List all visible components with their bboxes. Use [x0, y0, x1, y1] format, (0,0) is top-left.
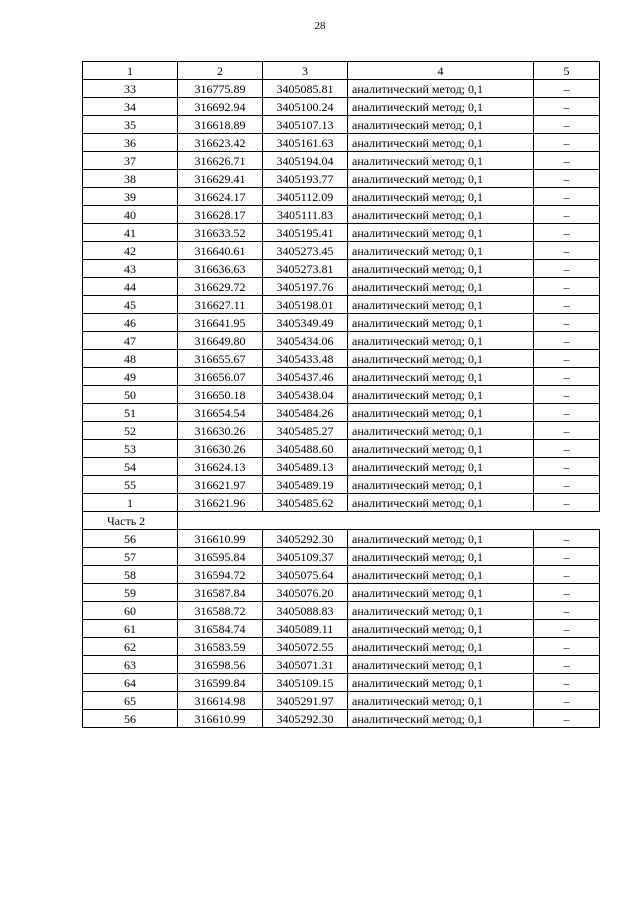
point-number-cell: 36 [83, 134, 178, 152]
table-row [83, 656, 600, 674]
method-cell: аналитический метод; 0,1 [348, 386, 534, 404]
method-cell: аналитический метод; 0,1 [348, 584, 534, 602]
coordinates-table-container [82, 61, 600, 728]
point-number-cell: 56 [83, 530, 178, 548]
y-coordinate-cell: 3405194.04 [263, 152, 348, 170]
method-cell: аналитический метод; 0,1 [348, 638, 534, 656]
y-coordinate-cell: 3405161.63 [263, 134, 348, 152]
note-cell: – [534, 188, 600, 206]
x-coordinate-cell: 316630.26 [178, 422, 263, 440]
note-cell: – [534, 530, 600, 548]
point-number-cell: 52 [83, 422, 178, 440]
table-row [83, 620, 600, 638]
y-coordinate-cell: 3405438.04 [263, 386, 348, 404]
x-coordinate-cell: 316594.72 [178, 566, 263, 584]
table-body [83, 62, 600, 728]
table-row [83, 278, 600, 296]
y-coordinate-cell: 3405485.62 [263, 494, 348, 512]
x-coordinate-cell: 316629.41 [178, 170, 263, 188]
table-row [83, 134, 600, 152]
point-number-cell: 43 [83, 260, 178, 278]
x-coordinate-cell: 316623.42 [178, 134, 263, 152]
method-cell: аналитический метод; 0,1 [348, 170, 534, 188]
x-coordinate-cell: 316584.74 [178, 620, 263, 638]
note-cell: – [534, 278, 600, 296]
x-coordinate-cell: 316636.63 [178, 260, 263, 278]
point-number-cell: 56 [83, 710, 178, 728]
method-cell: аналитический метод; 0,1 [348, 674, 534, 692]
y-coordinate-cell: 3405273.81 [263, 260, 348, 278]
method-cell: аналитический метод; 0,1 [348, 260, 534, 278]
point-number-cell: 48 [83, 350, 178, 368]
point-number-cell: 35 [83, 116, 178, 134]
point-number-cell: 58 [83, 566, 178, 584]
x-coordinate-cell: 316656.07 [178, 368, 263, 386]
point-number-cell: 42 [83, 242, 178, 260]
x-coordinate-cell: 316614.98 [178, 692, 263, 710]
point-number-cell: 55 [83, 476, 178, 494]
part-heading-row [83, 512, 600, 530]
table-row [83, 476, 600, 494]
y-coordinate-cell: 3405085.81 [263, 80, 348, 98]
x-coordinate-cell: 316583.59 [178, 638, 263, 656]
x-coordinate-cell: 316610.99 [178, 710, 263, 728]
x-coordinate-cell: 316630.26 [178, 440, 263, 458]
table-row [83, 548, 600, 566]
note-cell: – [534, 692, 600, 710]
note-cell: – [534, 656, 600, 674]
method-cell: аналитический метод; 0,1 [348, 476, 534, 494]
y-coordinate-cell: 3405107.13 [263, 116, 348, 134]
method-cell: аналитический метод; 0,1 [348, 152, 534, 170]
header-cell: 5 [534, 62, 600, 80]
x-coordinate-cell: 316621.96 [178, 494, 263, 512]
y-coordinate-cell: 3405076.20 [263, 584, 348, 602]
table-row [83, 188, 600, 206]
point-number-cell: 64 [83, 674, 178, 692]
point-number-cell: 46 [83, 314, 178, 332]
note-cell: – [534, 494, 600, 512]
method-cell: аналитический метод; 0,1 [348, 620, 534, 638]
method-cell: аналитический метод; 0,1 [348, 116, 534, 134]
table-row [83, 98, 600, 116]
point-number-cell: 47 [83, 332, 178, 350]
x-coordinate-cell: 316598.56 [178, 656, 263, 674]
x-coordinate-cell: 316587.84 [178, 584, 263, 602]
note-cell: – [534, 368, 600, 386]
method-cell: аналитический метод; 0,1 [348, 188, 534, 206]
x-coordinate-cell: 316629.72 [178, 278, 263, 296]
note-cell: – [534, 80, 600, 98]
method-cell: аналитический метод; 0,1 [348, 224, 534, 242]
x-coordinate-cell: 316640.61 [178, 242, 263, 260]
x-coordinate-cell: 316610.99 [178, 530, 263, 548]
table-header-row [83, 62, 600, 80]
table-row [83, 602, 600, 620]
y-coordinate-cell: 3405292.30 [263, 710, 348, 728]
point-number-cell: 40 [83, 206, 178, 224]
y-coordinate-cell: 3405489.19 [263, 476, 348, 494]
method-cell: аналитический метод; 0,1 [348, 98, 534, 116]
table-row [83, 350, 600, 368]
part-row-blank [178, 512, 600, 530]
y-coordinate-cell: 3405273.45 [263, 242, 348, 260]
note-cell: – [534, 134, 600, 152]
point-number-cell: 53 [83, 440, 178, 458]
y-coordinate-cell: 3405111.83 [263, 206, 348, 224]
note-cell: – [534, 710, 600, 728]
note-cell: – [534, 404, 600, 422]
header-cell: 2 [178, 62, 263, 80]
method-cell: аналитический метод; 0,1 [348, 692, 534, 710]
x-coordinate-cell: 316655.67 [178, 350, 263, 368]
method-cell: аналитический метод; 0,1 [348, 494, 534, 512]
table-row [83, 152, 600, 170]
method-cell: аналитический метод; 0,1 [348, 242, 534, 260]
table-row [83, 404, 600, 422]
y-coordinate-cell: 3405292.30 [263, 530, 348, 548]
y-coordinate-cell: 3405485.27 [263, 422, 348, 440]
table-row [83, 674, 600, 692]
y-coordinate-cell: 3405109.37 [263, 548, 348, 566]
table-row [83, 566, 600, 584]
point-number-cell: 1 [83, 494, 178, 512]
x-coordinate-cell: 316626.71 [178, 152, 263, 170]
y-coordinate-cell: 3405488.60 [263, 440, 348, 458]
note-cell: – [534, 548, 600, 566]
note-cell: – [534, 224, 600, 242]
note-cell: – [534, 152, 600, 170]
x-coordinate-cell: 316624.17 [178, 188, 263, 206]
y-coordinate-cell: 3405434.06 [263, 332, 348, 350]
point-number-cell: 39 [83, 188, 178, 206]
x-coordinate-cell: 316650.18 [178, 386, 263, 404]
point-number-cell: 45 [83, 296, 178, 314]
table-row [83, 440, 600, 458]
y-coordinate-cell: 3405489.13 [263, 458, 348, 476]
point-number-cell: 59 [83, 584, 178, 602]
x-coordinate-cell: 316624.13 [178, 458, 263, 476]
y-coordinate-cell: 3405072.55 [263, 638, 348, 656]
table-row [83, 692, 600, 710]
y-coordinate-cell: 3405433.48 [263, 350, 348, 368]
x-coordinate-cell: 316649.80 [178, 332, 263, 350]
table-row [83, 206, 600, 224]
x-coordinate-cell: 316692.94 [178, 98, 263, 116]
note-cell: – [534, 458, 600, 476]
header-cell: 4 [348, 62, 534, 80]
y-coordinate-cell: 3405349.49 [263, 314, 348, 332]
coordinates-table [82, 61, 600, 728]
note-cell: – [534, 638, 600, 656]
note-cell: – [534, 386, 600, 404]
note-cell: – [534, 566, 600, 584]
point-number-cell: 63 [83, 656, 178, 674]
x-coordinate-cell: 316627.11 [178, 296, 263, 314]
note-cell: – [534, 116, 600, 134]
y-coordinate-cell: 3405112.09 [263, 188, 348, 206]
header-cell: 1 [83, 62, 178, 80]
table-row [83, 386, 600, 404]
method-cell: аналитический метод; 0,1 [348, 314, 534, 332]
table-row [83, 314, 600, 332]
y-coordinate-cell: 3405291.97 [263, 692, 348, 710]
x-coordinate-cell: 316621.97 [178, 476, 263, 494]
y-coordinate-cell: 3405088.83 [263, 602, 348, 620]
note-cell: – [534, 314, 600, 332]
method-cell: аналитический метод; 0,1 [348, 656, 534, 674]
table-row [83, 224, 600, 242]
note-cell: – [534, 440, 600, 458]
note-cell: – [534, 242, 600, 260]
table-row [83, 80, 600, 98]
x-coordinate-cell: 316618.89 [178, 116, 263, 134]
page-number: 28 [314, 20, 326, 32]
table-row [83, 368, 600, 386]
y-coordinate-cell: 3405195.41 [263, 224, 348, 242]
table-row [83, 422, 600, 440]
table-row [83, 170, 600, 188]
method-cell: аналитический метод; 0,1 [348, 458, 534, 476]
note-cell: – [534, 584, 600, 602]
x-coordinate-cell: 316654.54 [178, 404, 263, 422]
table-row [83, 584, 600, 602]
x-coordinate-cell: 316595.84 [178, 548, 263, 566]
point-number-cell: 54 [83, 458, 178, 476]
y-coordinate-cell: 3405075.64 [263, 566, 348, 584]
y-coordinate-cell: 3405089.11 [263, 620, 348, 638]
method-cell: аналитический метод; 0,1 [348, 530, 534, 548]
x-coordinate-cell: 316588.72 [178, 602, 263, 620]
point-number-cell: 38 [83, 170, 178, 188]
x-coordinate-cell: 316633.52 [178, 224, 263, 242]
part-label: Часть 2 [83, 512, 178, 530]
note-cell: – [534, 170, 600, 188]
point-number-cell: 34 [83, 98, 178, 116]
point-number-cell: 65 [83, 692, 178, 710]
note-cell: – [534, 602, 600, 620]
y-coordinate-cell: 3405100.24 [263, 98, 348, 116]
method-cell: аналитический метод; 0,1 [348, 296, 534, 314]
note-cell: – [534, 296, 600, 314]
y-coordinate-cell: 3405109.15 [263, 674, 348, 692]
x-coordinate-cell: 316628.17 [178, 206, 263, 224]
y-coordinate-cell: 3405484.26 [263, 404, 348, 422]
method-cell: аналитический метод; 0,1 [348, 278, 534, 296]
method-cell: аналитический метод; 0,1 [348, 206, 534, 224]
method-cell: аналитический метод; 0,1 [348, 548, 534, 566]
method-cell: аналитический метод; 0,1 [348, 80, 534, 98]
method-cell: аналитический метод; 0,1 [348, 602, 534, 620]
method-cell: аналитический метод; 0,1 [348, 368, 534, 386]
y-coordinate-cell: 3405197.76 [263, 278, 348, 296]
table-row [83, 296, 600, 314]
method-cell: аналитический метод; 0,1 [348, 134, 534, 152]
y-coordinate-cell: 3405437.46 [263, 368, 348, 386]
point-number-cell: 51 [83, 404, 178, 422]
point-number-cell: 41 [83, 224, 178, 242]
table-row [83, 332, 600, 350]
x-coordinate-cell: 316641.95 [178, 314, 263, 332]
method-cell: аналитический метод; 0,1 [348, 332, 534, 350]
method-cell: аналитический метод; 0,1 [348, 350, 534, 368]
point-number-cell: 50 [83, 386, 178, 404]
note-cell: – [534, 422, 600, 440]
y-coordinate-cell: 3405193.77 [263, 170, 348, 188]
note-cell: – [534, 206, 600, 224]
header-cell: 3 [263, 62, 348, 80]
method-cell: аналитический метод; 0,1 [348, 422, 534, 440]
table-row [83, 116, 600, 134]
method-cell: аналитический метод; 0,1 [348, 566, 534, 584]
note-cell: – [534, 674, 600, 692]
note-cell: – [534, 476, 600, 494]
point-number-cell: 57 [83, 548, 178, 566]
table-row [83, 260, 600, 278]
y-coordinate-cell: 3405198.01 [263, 296, 348, 314]
point-number-cell: 60 [83, 602, 178, 620]
note-cell: – [534, 98, 600, 116]
note-cell: – [534, 350, 600, 368]
table-row [83, 710, 600, 728]
note-cell: – [534, 260, 600, 278]
point-number-cell: 61 [83, 620, 178, 638]
x-coordinate-cell: 316775.89 [178, 80, 263, 98]
note-cell: – [534, 620, 600, 638]
point-number-cell: 62 [83, 638, 178, 656]
method-cell: аналитический метод; 0,1 [348, 440, 534, 458]
point-number-cell: 33 [83, 80, 178, 98]
point-number-cell: 44 [83, 278, 178, 296]
table-row [83, 242, 600, 260]
point-number-cell: 37 [83, 152, 178, 170]
table-row [83, 494, 600, 512]
x-coordinate-cell: 316599.84 [178, 674, 263, 692]
table-row [83, 638, 600, 656]
point-number-cell: 49 [83, 368, 178, 386]
table-row [83, 458, 600, 476]
method-cell: аналитический метод; 0,1 [348, 404, 534, 422]
table-row [83, 530, 600, 548]
note-cell: – [534, 332, 600, 350]
y-coordinate-cell: 3405071.31 [263, 656, 348, 674]
method-cell: аналитический метод; 0,1 [348, 710, 534, 728]
